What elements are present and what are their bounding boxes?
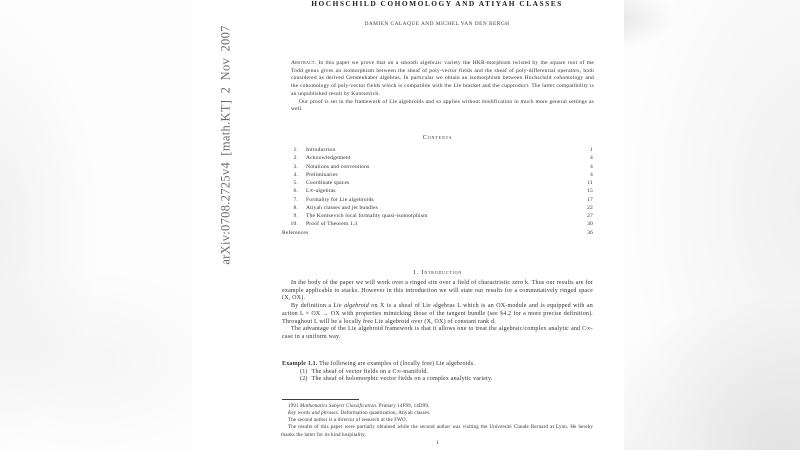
toc-entry-page: 30 xyxy=(587,221,593,228)
paper-authors: DAMIEN CALAQUE AND MICHEL VAN DEN BERGH xyxy=(364,21,510,27)
toc-entry-page: 27 xyxy=(587,213,593,220)
footnote-fwo: The second author is a director of research at the FWO. xyxy=(288,418,408,424)
example-lead xyxy=(282,361,593,369)
abstract-label: Abstract. xyxy=(291,60,317,66)
toc-entry xyxy=(282,154,593,162)
example-item-number: (2) xyxy=(300,376,308,383)
footnote-keywords xyxy=(281,410,593,417)
toc-entry-page: 15 xyxy=(587,188,593,195)
toc-entry-title: Acknowledgement xyxy=(306,155,351,162)
toc-entry-number: 6. xyxy=(293,188,298,195)
example-item-text: The sheaf of holomorphic vector fields on a complex analytic variety. xyxy=(311,376,493,383)
contents-heading: Contents xyxy=(422,134,453,141)
page-number: 1 xyxy=(436,440,439,446)
toc-entry-number: 1. xyxy=(293,147,298,153)
footnote-msc-post: Primary 14F99, 14D99. xyxy=(377,404,430,409)
intro-paragraph-2 xyxy=(282,303,593,326)
toc-entry xyxy=(282,187,593,195)
intro-paragraph-3: The advantage of the Lie algebroid framework is that it allows one to treat the algebraic/complex analytic and C∞-case in a uniform way. xyxy=(282,326,593,340)
footnote-acknowledgement: The results of this paper were partially obtained while the second author was visiting the Université Claude Bernard at Lyon. He hereby thanks the latter for its kind hospitality. xyxy=(281,425,593,438)
example-item-number: (1) xyxy=(300,368,308,375)
toc-entry-page: 17 xyxy=(587,196,593,203)
toc-entry-page: 4 xyxy=(590,163,593,170)
intro-para2-term: Lie algebroid xyxy=(333,303,369,310)
toc-entry-number: 2. xyxy=(293,155,298,162)
toc-entry xyxy=(282,220,593,228)
toc-entry xyxy=(282,196,593,204)
example-text: The following are examples of (locally free) Lie algebroids. xyxy=(319,361,475,367)
toc-entry-title: References xyxy=(282,229,309,236)
example-label: Example 1.1. xyxy=(282,361,318,367)
toc-entry-number: 3. xyxy=(293,163,298,170)
toc-entry-title: Notations and conventions xyxy=(306,163,370,170)
paper-title: HOCHSCHILD COHOMOLOGY AND ATIYAH CLASSES xyxy=(311,0,563,8)
toc-entry-number: 9. xyxy=(293,213,298,220)
toc-entry-page: 4 xyxy=(590,171,593,178)
introduction-body xyxy=(282,280,593,342)
abstract-block xyxy=(291,60,594,114)
toc-entry-number: 10. xyxy=(290,221,298,228)
footnote-keywords-italic: Key words and phrases. xyxy=(288,411,340,417)
toc-entry-number: 8. xyxy=(293,204,298,211)
intro-paragraph-1: In the body of the paper we will work over a ringed site over a field of charactristic zero k. Thus our results are for example applicable to stacks. However in this introduction we will state our results for a commutatively ringed space (X, OX). xyxy=(282,280,593,302)
table-of-contents xyxy=(282,146,593,237)
arxiv-stamp: arXiv:0708.2725v4 [math.KT] 2 Nov 2007 xyxy=(218,25,233,265)
footnote-msc xyxy=(281,403,593,410)
footnotes-block xyxy=(281,403,593,439)
toc-entry xyxy=(282,171,593,179)
intro-para2-post: on X is a sheaf of Lie algebras L which is an OX-module and is equipped with an action L × OX → OX with properties mimicking those of the tangent bundle (see §4.2 for a more precise definition). Throughout L will be a locally free Lie algebroid over (X, OX) of constant rank d. xyxy=(282,303,593,325)
toc-entry-title: Introduction xyxy=(306,147,336,153)
toc-entry-title: Formality for Lie algebroids xyxy=(306,196,374,203)
footnote-keywords-post: Deformation quantization, Atiyah classes. xyxy=(339,411,431,417)
toc-entry-title: Atiyah classes and jet bundles xyxy=(306,204,378,211)
toc-entry-title: The Kontsevich local formality quasi-isomorphism xyxy=(306,213,428,220)
toc-entry xyxy=(282,179,593,187)
toc-entry-title: Coordinate spaces xyxy=(306,180,350,187)
example-item-text: The sheaf of vector fields on a C∞-manifold. xyxy=(311,368,429,375)
toc-entry-page: 22 xyxy=(587,204,593,211)
toc-entry xyxy=(282,204,593,212)
example-item xyxy=(282,376,593,384)
toc-entry-number: 5. xyxy=(293,180,298,187)
toc-entry xyxy=(282,212,593,220)
toc-entry xyxy=(282,163,593,171)
intro-para2-pre: By definition a xyxy=(291,303,334,310)
toc-entry-title: Proof of Theorem 1.3 xyxy=(306,221,358,228)
abstract-paragraph xyxy=(291,60,594,99)
toc-entry-references xyxy=(282,229,593,237)
toc-entry-page: 11 xyxy=(587,180,593,187)
toc-entry-title: Preliminaries xyxy=(306,171,338,178)
footnote-msc-pre: 1991 xyxy=(288,404,300,409)
toc-entry-page: 36 xyxy=(587,229,593,236)
toc-entry-number: 4. xyxy=(293,171,298,178)
toc-entry-page: 1 xyxy=(590,147,593,153)
toc-entry-title: L∞-algebras xyxy=(306,188,336,195)
abstract-text: In this paper we prove that on a smooth algebraic variety the HKR-morphism twisted by the square root of the Todd genus gives an isomorphism between the sheaf of poly-vector fields and the sheaf of poly-differential operators, both considered as derived Gerstenhaber algebras. In particular we obtain an isomorphism between Hochschild cohomology and the cohomology of poly-vector fields which is compatible with the Lie bracket and the cupproduct. The latter compatibility is an unpublished result by Kontsevich. xyxy=(291,60,594,97)
example-block xyxy=(282,361,593,384)
section-heading-introduction: 1. Introduction xyxy=(412,269,463,276)
toc-entry-number: 7. xyxy=(293,196,298,203)
toc-entry xyxy=(282,146,593,154)
toc-entry-page: 4 xyxy=(590,155,593,162)
abstract-paragraph-2: Our proof is set in the framework of Lie algebroids and so applies without modification in much more general settings as well. xyxy=(291,98,594,113)
footnote-rule xyxy=(282,399,359,400)
footnote-msc-italic: Mathematics Subject Classification. xyxy=(300,404,378,409)
